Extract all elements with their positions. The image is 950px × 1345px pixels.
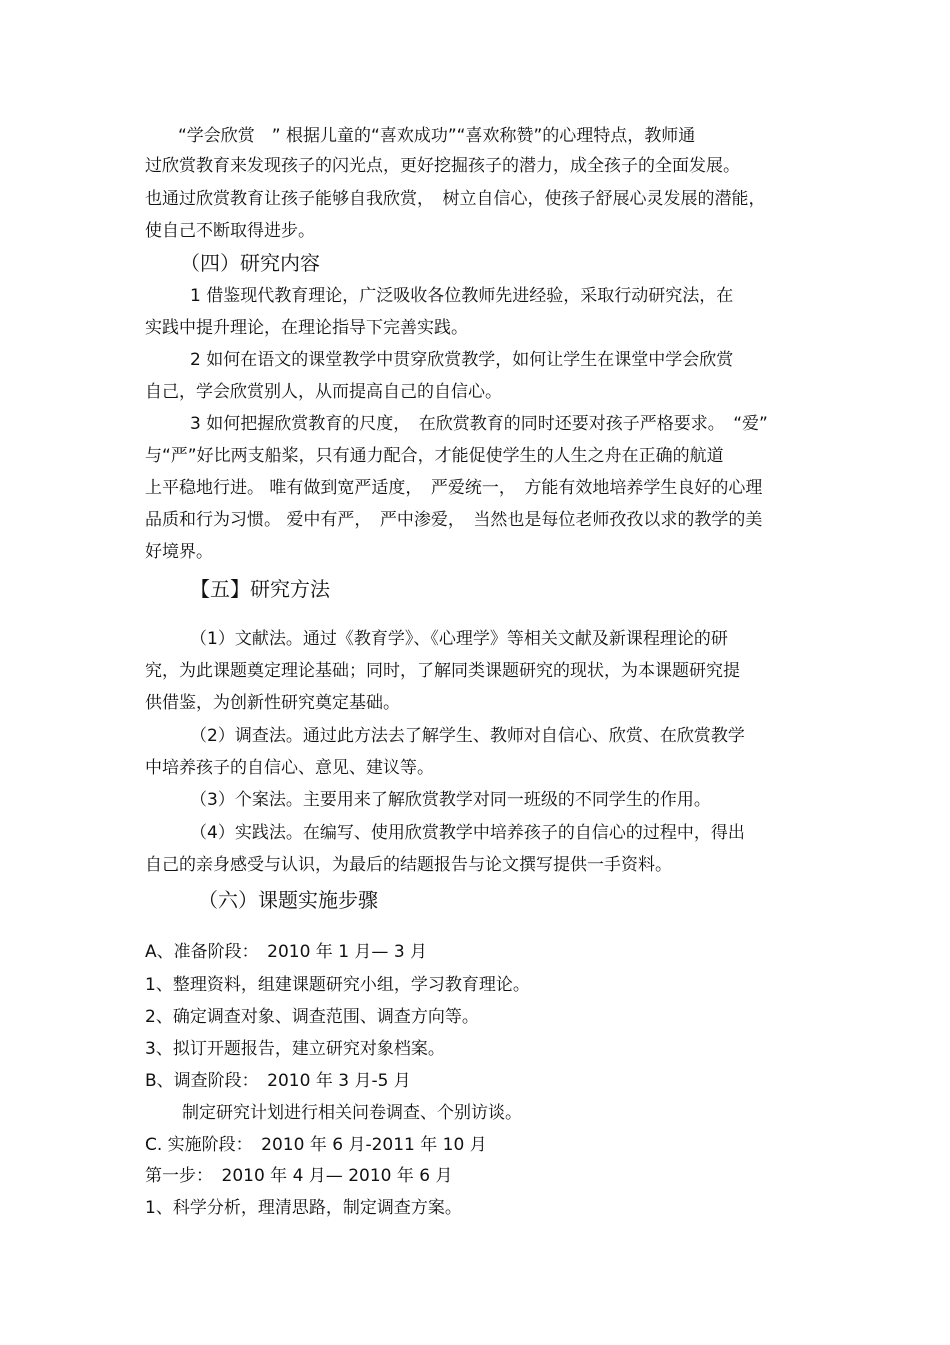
section-6-line: 3、拟订开题报告，建立研究对象档案。 [145,1039,445,1059]
section-5-line: （1）文献法。通过《教育学》、《心理学》等相关文献及新课程理论的研 [190,629,728,649]
section-4-line: 实践中提升理论，在理论指导下完善实践。 [145,318,468,338]
section-5-line: （3）个案法。主要用来了解欣赏教学对同一班级的不同学生的作用。 [190,790,711,810]
section-4-line: 品质和行为习惯。 爱中有严， 严中渗爱， 当然也是每位老师孜孜以求的教学的美 [145,510,763,530]
section-6-line: 1、科学分析，理清思路，制定调查方案。 [145,1198,462,1218]
section-5-line: 究，为此课题奠定理论基础；同时，了解同类课题研究的现状，为本课题研究提 [145,661,740,681]
section-5-line: （2）调查法。通过此方法去了解学生、教师对自信心、欣赏、在欣赏教学 [190,726,745,746]
section-5-line: 中培养孩子的自信心、意见、建议等。 [145,758,434,778]
section-4-line: 自己，学会欣赏别人，从而提高自己的自信心。 [145,382,502,402]
section-5-line: （4）实践法。在编写、使用欣赏教学中培养孩子的自信心的过程中，得出 [190,823,745,843]
intro-line-4: 使自己不断取得进步。 [145,221,315,241]
section-4-line: 2 如何在语文的课堂教学中贯穿欣赏教学，如何让学生在课堂中学会欣赏 [190,350,734,370]
section-6-line: A、准备阶段： 2010 年 1 月— 3 月 [145,942,428,962]
section-4-line: 与“严”好比两支船桨，只有通力配合，才能促使学生的人生之舟在正确的航道 [145,446,724,466]
section-4-line: 1 借鉴现代教育理论，广泛吸收各位教师先进经验，采取行动研究法，在 [190,286,734,306]
section-6-heading: （六）课题实施步骤 [198,888,378,912]
section-5-heading: 【五】研究方法 [190,577,330,601]
section-6-line: 2、确定调查对象、调查范围、调查方向等。 [145,1007,479,1027]
section-4-line: 3 如何把握欣赏教育的尺度， 在欣赏教育的同时还要对孩子严格要求。 “爱” [190,414,768,434]
section-6-line: 第一步： 2010 年 4 月— 2010 年 6 月 [145,1166,453,1186]
section-6-line: B、调查阶段： 2010 年 3 月-5 月 [145,1071,411,1091]
intro-line-2: 过欣赏教育来发现孩子的闪光点，更好挖掘孩子的潜力，成全孩子的全面发展。 [145,156,740,176]
intro-line-3: 也通过欣赏教育让孩子能够自我欣赏， 树立自信心，使孩子舒展心灵发展的潜能， [145,189,766,209]
section-6-line: 制定研究计划进行相关问卷调查、个别访谈。 [182,1103,522,1123]
section-4-line: 上平稳地行进。 唯有做到宽严适度， 严爱统一， 方能有效地培养学生良好的心理 [145,478,763,498]
section-5-line: 自己的亲身感受与认识，为最后的结题报告与论文撰写提供一手资料。 [145,855,672,875]
section-5-line: 供借鉴，为创新性研究奠定基础。 [145,693,400,713]
intro-line-1: “学会欣赏 ” 根据儿童的“喜欢成功”“喜欢称赞”的心理特点，教师通 [178,126,696,146]
section-4-heading: （四）研究内容 [180,251,320,275]
section-4-line: 好境界。 [145,542,213,562]
section-6-line: C. 实施阶段： 2010 年 6 月-2011 年 10 月 [145,1135,487,1155]
section-6-line: 1、整理资料，组建课题研究小组，学习教育理论。 [145,975,530,995]
